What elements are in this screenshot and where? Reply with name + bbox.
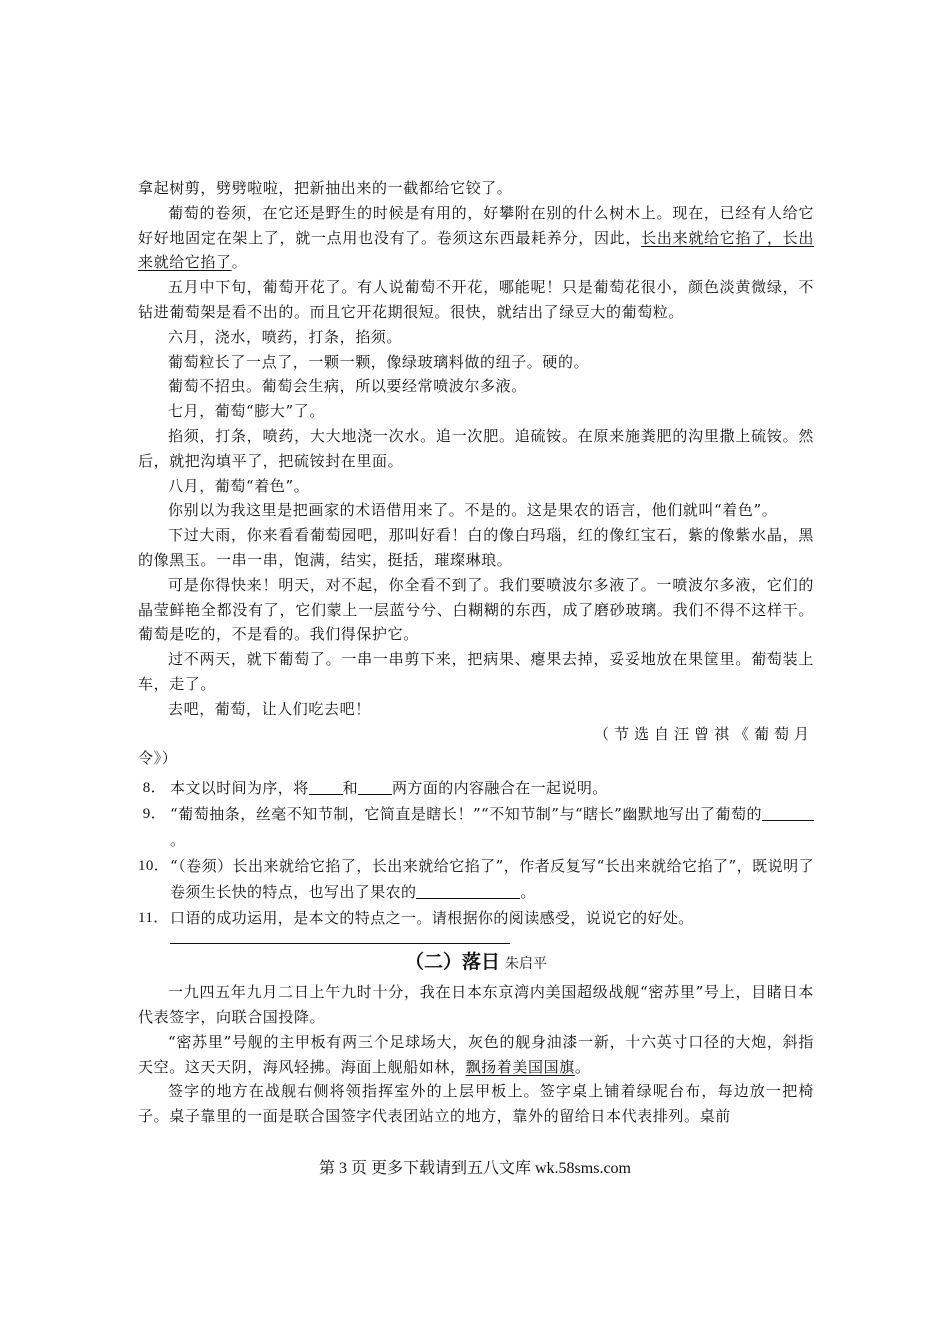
paragraph: 葡萄的卷须，在它还是野生的时候是有用的，好攀附在别的什么树木上。现在，已经有人给它好好地固定在架上了，就一点用也没有了。卷须这东西最耗养分，因此，长出来就给它掐了，长出来就给它掐了。 [138, 203, 814, 272]
page-footer: 第 3 页 更多下载请到五八文库 wk.58sms.com [318, 1160, 631, 1177]
section-title: （二）落日 朱启平 [404, 951, 548, 974]
answer-blank[interactable] [416, 882, 520, 899]
paragraph: 你别以为我这里是把画家的术语借用来了。不是的。这是果农的语言，他们就叫“着色”。 [168, 501, 778, 520]
paragraph: 签字的地方在战舰右侧将领指挥室外的上层甲板上。签字桌上铺着绿呢台布，每边放一把椅子。桌子靠里的一面是联合国签字代表团站立的地方，靠外的留给日本代表排列。桌前 [138, 1082, 814, 1126]
paragraph: 可是你得快来！明天，对不起，你全看不到了。我们要喷波尔多液了。一喷波尔多液，它们的晶莹鲜艳全都没有了，它们蒙上一层蓝兮兮、白糊糊的东西，成了磨砂玻璃。我们不得不这样干。葡萄是吃的，不是看的。我们得保护它。 [138, 575, 814, 644]
paragraph: 过不两天，就下葡萄了。一串一串剪下来，把病果、瘪果去掉，妥妥地放在果筐里。葡萄装上车，走了。 [138, 650, 814, 693]
answer-line[interactable] [170, 943, 510, 944]
paragraph: 掐须，打条，喷药，大大地浇一次水。追一次肥。追硫铵。在原来施粪肥的沟里撒上硫铵。然后，就把沟填平了，把硫铵封在里面。 [138, 426, 814, 470]
answer-blank[interactable] [358, 778, 392, 795]
answer-blank[interactable] [762, 804, 814, 821]
paragraph: 六月，浇水，喷药，打条，掐须。 [168, 327, 403, 346]
paragraph: 一九四五年九月二日上午九时十分，我在日本东京湾内美国超级战舰“密苏里”号上，目睹日本代表签字，向联合国投降。 [138, 983, 814, 1026]
question-9: 9． “葡萄抽条，丝毫不知节制，它简直是瞎长！”“不知节制”与“瞎长”幽默地写出了葡萄的。 [138, 801, 814, 853]
paragraph: 五月中下旬，葡萄开花了。有人说葡萄不开花，哪能呢！只是葡萄花很小，颜色淡黄微绿，不钻进葡萄架是看不出的。而且它开花期很短。很快，就结出了绿豆大的葡萄粒。 [138, 278, 814, 321]
paragraph: 七月，葡萄“膨大”了。 [168, 402, 325, 421]
underlined-text: 长出来就给它掐了，长出来就给它掐了 [138, 228, 814, 272]
answer-blank[interactable] [309, 778, 343, 795]
source-citation: （节选自汪曾祺《葡萄月 令》） [138, 724, 814, 768]
document-page [138, 176, 814, 1129]
paragraph: 下过大雨，你来看看葡萄园吧，那叫好看！白的像白玛瑙，红的像红宝石，紫的像紫水晶，黑的像黑玉。一串一串，饱满，结实，挺括，璀璨琳琅。 [138, 526, 814, 569]
paragraph: 拿起树剪，劈劈啦啦，把新抽出来的一截都给它铰了。 [138, 179, 513, 197]
underlined-text: 飘扬着美国国旗 [465, 1057, 575, 1076]
question-10: 10． “（卷须）长出来就给它掐了，长出来就给它掐了”，作者反复写“长出来就给它掐了”，既说明了卷须生长快的特点，也写出了果农的 。 [138, 857, 814, 902]
paragraph: “密苏里”号舰的主甲板有两三个足球场大，灰色的舰身油漆一新，十六英寸口径的大炮，斜指天空。这天天阴，海风轻拂。海面上舰船如林，飘扬着美国国旗。 [138, 1032, 814, 1076]
paragraph: 葡萄不招虫。葡萄会生病，所以要经常喷波尔多液。 [168, 377, 527, 396]
question-8: 8． 本文以时间为序，将 和 两方面的内容融合在一起说明。 [142, 779, 608, 798]
question-11: 11． 口语的成功运用，是本文的特点之一。请根据你的阅读感受，说说它的好处。 [138, 909, 694, 928]
author: 朱启平 [505, 956, 548, 973]
paragraph: 八月，葡萄“着色”。 [168, 476, 310, 495]
paragraph: 去吧，葡萄，让人们吃去吧！ [168, 699, 371, 718]
paragraph: 葡萄粒长了一点了，一颗一颗，像绿玻璃料做的纽子。硬的。 [168, 352, 590, 371]
